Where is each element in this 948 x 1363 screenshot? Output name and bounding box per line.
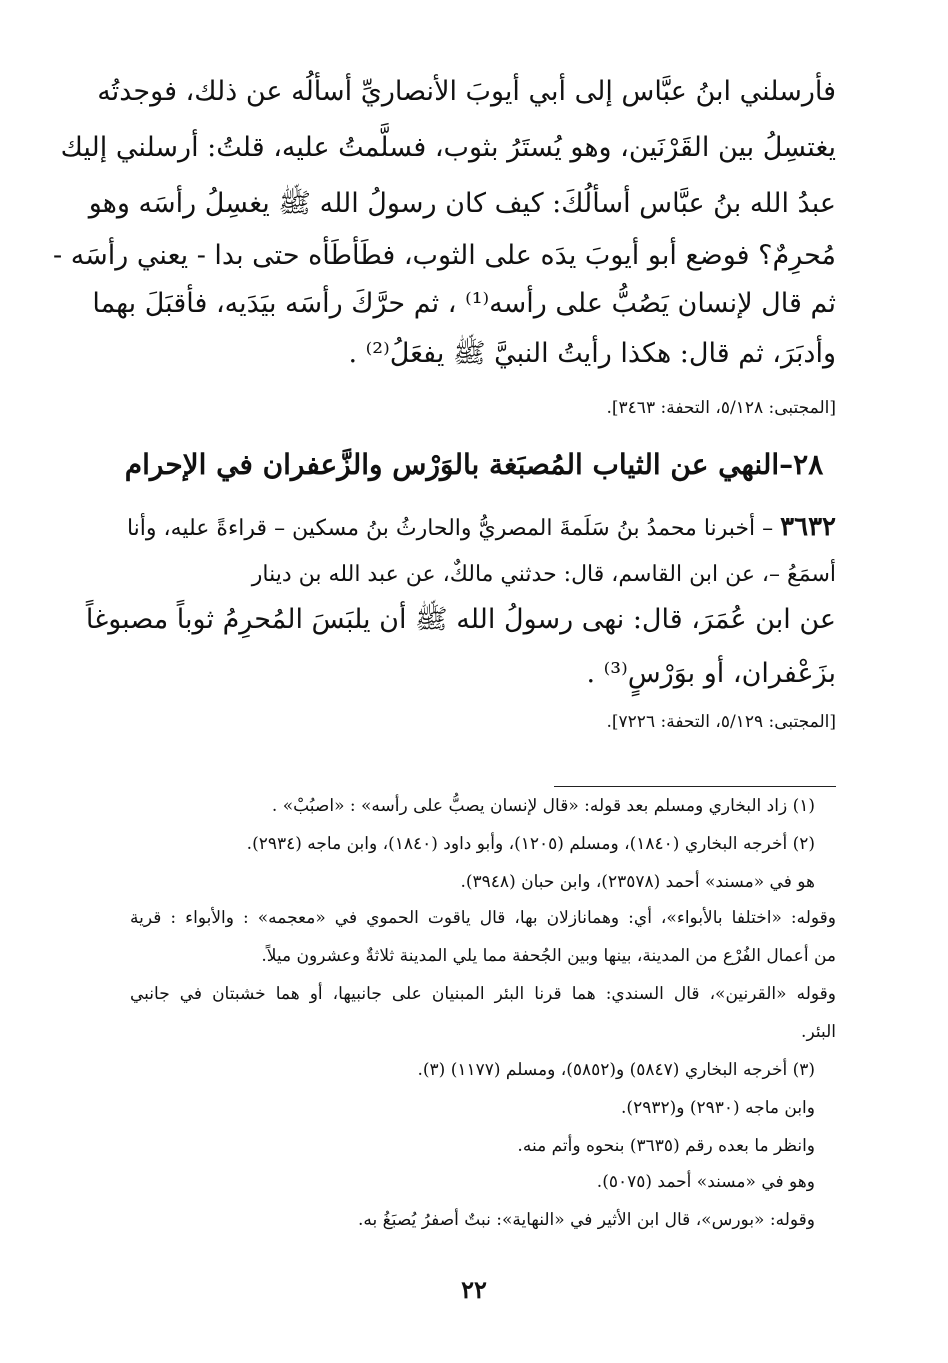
footnote-2-line-2: هو في «مسند» أحمد (٢٣٥٧٨)، وابن حبان (٣٩٤٨).	[460, 872, 815, 892]
footnote-3-line-5: وقوله: «بورس»، قال ابن الأثير في «النهاية»: نبتٌ أصفرُ يُصبَغُ به.	[358, 1210, 815, 1230]
hadith-isnad-line-1	[126, 512, 836, 542]
footnote-2-line-6: البئر.	[801, 1022, 836, 1042]
body-line-5: ثم قال لإنسان يَصُبُّ على رأسه⁽¹⁾ ، ثم حرَّكَ رأسَه بيَدَيه، فأقبَلَ بهما	[92, 288, 836, 319]
footnote-2-line-5: وقوله «القرنين»، قال السندي: هما قرنا البئر المبنيان على جانبيها، أو هما خشبتان في جانبي	[130, 984, 836, 1004]
body-line-2: يغتسِلُ بين القَرْنَين، وهو يُستَرُ بثوب، فسلَّمتُ عليه، قلتُ: أرسلني إليك	[60, 132, 836, 163]
footnote-2: (٢) أخرجه البخاري (١٨٤٠)، ومسلم (١٢٠٥)، وأبو داود (١٨٤٠)، وابن ماجه (٢٩٣٤).	[246, 834, 815, 854]
footnote-1: (١) زاد البخاري ومسلم بعد قوله: «قال لإنسان يصبُّ على رأسه» : «اصبُبْ» .	[271, 796, 815, 816]
footnote-2-line-3: وقوله: «اختلفا بالأبواء»، أي: وهمانازلان بها، قال ياقوت الحموي في «معجمه» : والأبواء : قرية	[130, 908, 836, 928]
page-number: ٢٢	[461, 1275, 487, 1304]
hadith-matn-line-2: بزَعْفران، أو بوَرْسٍ⁽³⁾ .	[586, 658, 836, 689]
body-line-1: فأرسلني ابنُ عبَّاس إلى أبي أيوبَ الأنصاريِّ أسألُه عن ذلك، فوجدتُه	[97, 76, 836, 107]
footnote-divider	[554, 786, 836, 787]
hadith-number: ٣٦٣٢	[780, 512, 836, 542]
body-line-4: مُحرِمٌ؟ فوضع أبو أيوبَ يدَه على الثوب، فطَأطَأه حتى بدا - يعني رأسَه -	[53, 240, 836, 271]
hadith-isnad-text-1: – أخبرنا محمدُ بنُ سَلَمةَ المصريُّ والحارثُ بنُ مسكين – قراءةً عليه، وأنا	[126, 516, 774, 541]
hadith-isnad-line-2: أسمَعُ –، عن ابن القاسم، قال: حدثني مالكٌ، عن عبد الله بن دينار	[251, 562, 836, 587]
hadith-matn-line-1: عن ابن عُمَرَ، قال: نهى رسولُ الله ﷺ أن يلبَسَ المُحرِمُ ثوباً مصبوغاً	[85, 604, 836, 635]
footnote-3-line-3: وانظر ما بعده رقم (٣٦٣٥) بنحوه وأتم منه.	[517, 1136, 815, 1156]
footnote-2-line-4: من أعمال الفُرْع من المدينة، بينها وبين الجُحفة مما يلي المدينة ثلاثةٌ وعشرون ميلاً.	[261, 946, 836, 966]
reference-2: [المجتبى: ٥/١٢٩، التحفة: ٧٢٢٦].	[606, 712, 836, 732]
chapter-heading: ٢٨–النهي عن الثياب المُصبَغة بالوَرْس والزَّعفران في الإحرام	[124, 448, 824, 481]
footnote-3-line-4: وهو في «مسند» أحمد (٥٠٧٥).	[596, 1172, 815, 1192]
footnote-3: (٣) أخرجه البخاري (٥٨٤٧) و(٥٨٥٢)، ومسلم (١١٧٧) (٣).	[417, 1060, 815, 1080]
footnote-3-line-2: وابن ماجه (٢٩٣٠) و(٢٩٣٢).	[621, 1098, 815, 1118]
body-line-6: وأدبَرَ، ثم قال: هكذا رأيتُ النبيَّ ﷺ يفعَلُ⁽²⁾ .	[348, 338, 836, 369]
reference-1: [المجتبى: ٥/١٢٨، التحفة: ٣٤٦٣].	[606, 398, 836, 418]
body-line-3: عبدُ الله بنُ عبَّاس أسألُكَ: كيف كان رسولُ الله ﷺ يغسِلُ رأسَه وهو	[88, 188, 836, 219]
